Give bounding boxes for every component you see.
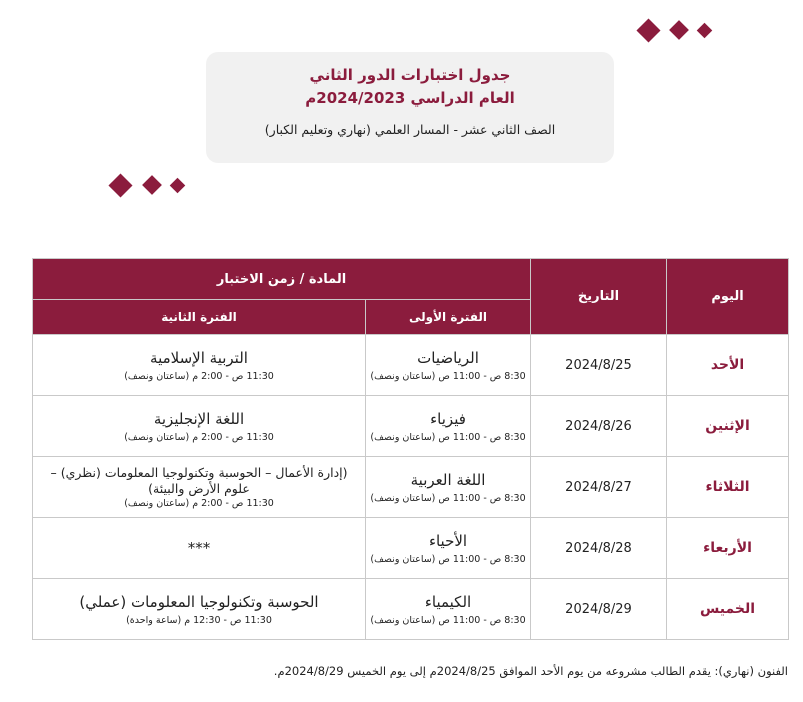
exam-time: 8:30 ص - 11:00 ص (ساعتان ونصف)	[370, 370, 526, 382]
period-1-cell	[366, 457, 531, 518]
exam-time: 11:30 ص - 2:00 م (ساعتان ونصف)	[124, 498, 274, 509]
exam-time: 11:30 ص - 12:30 م (ساعة واحدة)	[126, 614, 272, 626]
exam-time: 11:30 ص - 2:00 م (ساعتان ونصف)	[124, 370, 274, 382]
diamond-icon	[636, 18, 660, 42]
period-2-cell	[33, 579, 366, 640]
diamond-icon	[697, 23, 713, 39]
date-cell: 2024/8/25	[531, 335, 667, 396]
period-2-cell	[33, 396, 366, 457]
header-period-1: الفترة الأولى	[366, 300, 531, 335]
diamond-icon	[669, 20, 689, 40]
exam-time: 8:30 ص - 11:00 ص (ساعتان ونصف)	[370, 614, 526, 626]
subject-name: اللغة الإنجليزية	[153, 409, 245, 428]
date-cell: 2024/8/26	[531, 396, 667, 457]
exam-schedule-table	[32, 258, 789, 640]
day-cell: الخميس	[667, 579, 789, 640]
subject-name: اللغة العربية	[410, 470, 486, 489]
exam-time: 8:30 ص - 11:00 ص (ساعتان ونصف)	[370, 431, 526, 443]
period-1-cell	[366, 579, 531, 640]
day-cell: الأربعاء	[667, 518, 789, 579]
period-1-cell	[366, 396, 531, 457]
day-cell: الإثنين	[667, 396, 789, 457]
period-1-cell	[366, 335, 531, 396]
table-row	[33, 457, 789, 518]
subject-name-line-2: علوم الأرض والبيئة)	[148, 481, 250, 496]
subject-name: الرياضيات	[417, 348, 479, 367]
diamond-icon	[170, 178, 186, 194]
date-cell: 2024/8/28	[531, 518, 667, 579]
subject-name: الحوسبة وتكنولوجيا المعلومات (عملي)	[79, 592, 319, 611]
subject-name-line-1: (إدارة الأعمال – الحوسبة وتكنولوجيا المعلومات (نظري) –	[50, 465, 348, 480]
exam-time: 11:30 ص - 2:00 م (ساعتان ونصف)	[124, 431, 274, 443]
table-row	[33, 579, 789, 640]
exam-time: 8:30 ص - 11:00 ص (ساعتان ونصف)	[370, 492, 526, 504]
table-row	[33, 518, 789, 579]
page-title	[206, 64, 614, 110]
subject-name: التربية الإسلامية	[150, 348, 248, 367]
title-line-1: جدول اختبارات الدور الثاني	[309, 66, 511, 84]
period-2-cell	[33, 518, 366, 579]
header-subject-time: المادة / زمن الاختبار	[33, 259, 531, 300]
header-box	[206, 52, 614, 163]
exam-time: 8:30 ص - 11:00 ص (ساعتان ونصف)	[370, 553, 526, 565]
header-day: اليوم	[667, 259, 789, 335]
diamond-icon	[108, 173, 132, 197]
table-row	[33, 335, 789, 396]
day-cell: الثلاثاء	[667, 457, 789, 518]
period-2-cell	[33, 457, 366, 518]
page-subtitle: الصف الثاني عشر - المسار العلمي (نهاري وتعليم الكبار)	[264, 122, 556, 137]
footnote: الفنون (نهاري): يقدم الطالب مشروعه من يوم الأحد الموافق 2024/8/25م إلى يوم الخميس 2024/8/29م.	[273, 664, 788, 678]
period-1-cell	[366, 518, 531, 579]
subject-name: فيزياء	[430, 409, 466, 428]
subject-name: ***	[187, 539, 211, 557]
day-cell: الأحد	[667, 335, 789, 396]
period-2-cell	[33, 335, 366, 396]
header-date: التاريخ	[531, 259, 667, 335]
table-row	[33, 396, 789, 457]
subject-name: الكيمياء	[424, 592, 472, 611]
subject-name: الأحياء	[428, 531, 468, 550]
title-line-2: العام الدراسي 2024/2023م	[305, 89, 515, 107]
date-cell: 2024/8/27	[531, 457, 667, 518]
header-period-2: الفترة الثانية	[33, 300, 366, 335]
diamond-icon	[142, 175, 162, 195]
date-cell: 2024/8/29	[531, 579, 667, 640]
